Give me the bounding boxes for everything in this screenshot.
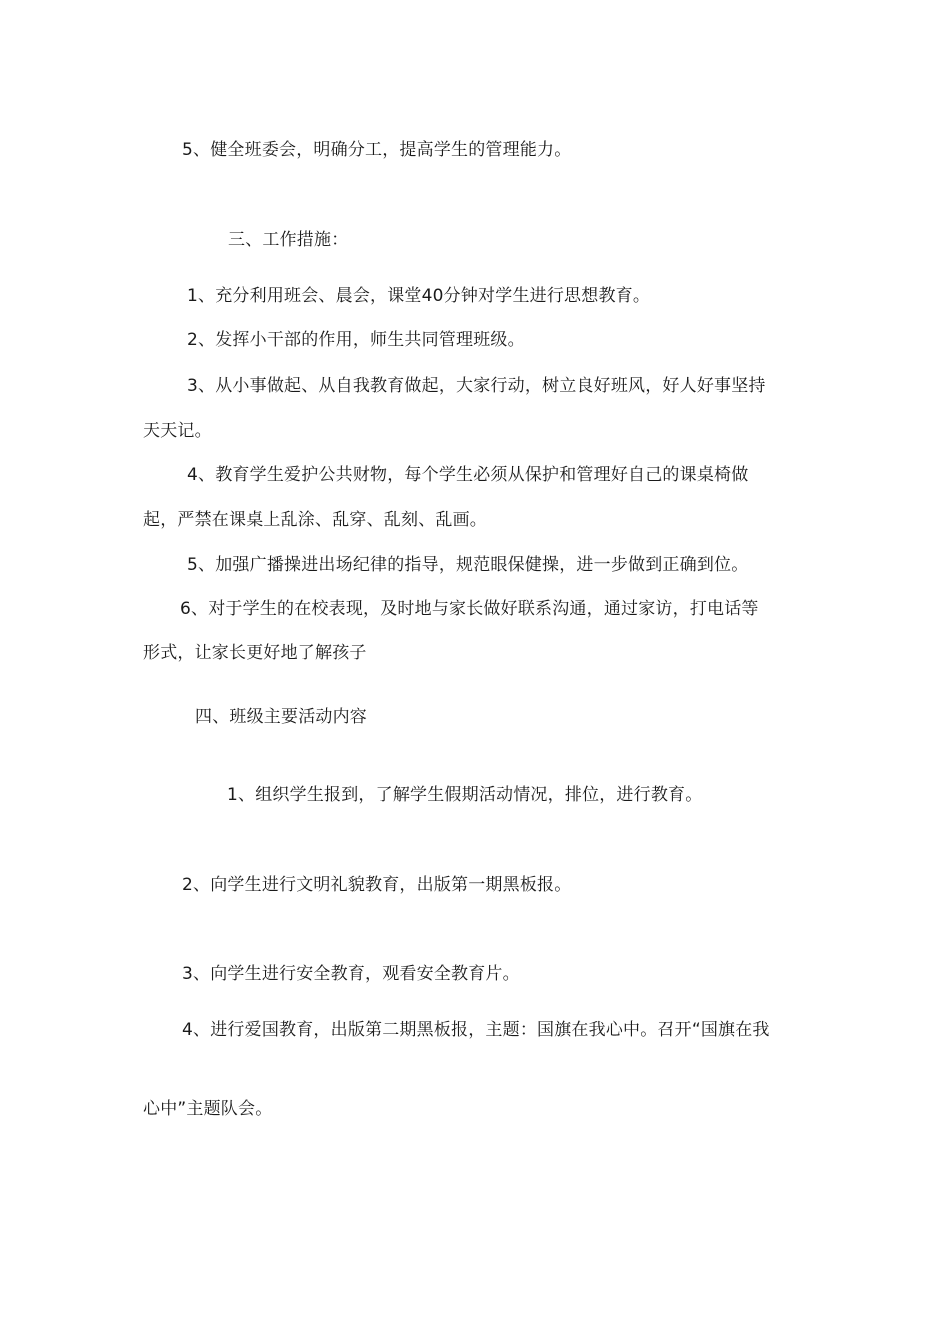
text-line: 6、对于学生的在校表现，及时地与家长做好联系沟通，通过家访，打电话等: [180, 599, 759, 619]
text-line: 3、从小事做起、从自我教育做起，大家行动，树立良好班风，好人好事坚持: [187, 376, 766, 396]
text-line: 心中”主题队会。: [143, 1099, 273, 1119]
text-line: 天天记。: [143, 421, 212, 441]
text-line: 4、教育学生爱护公共财物，每个学生必须从保护和管理好自己的课桌椅做: [187, 465, 749, 485]
text-line: 1、组织学生报到，了解学生假期活动情况，排位，进行教育。: [227, 785, 703, 805]
text-line: 3、向学生进行安全教育，观看安全教育片。: [182, 964, 520, 984]
text-line: 起，严禁在课桌上乱涂、乱穿、乱刻、乱画。: [143, 510, 487, 530]
text-line: 2、向学生进行文明礼貌教育，出版第一期黑板报。: [182, 875, 572, 895]
text-line: 5、健全班委会，明确分工，提高学生的管理能力。: [182, 140, 572, 160]
section-heading: 四、班级主要活动内容: [195, 707, 367, 727]
text-line: 4、进行爱国教育，出版第二期黑板报，主题：国旗在我心中。召开“国旗在我: [182, 1020, 770, 1040]
text-line: 5、加强广播操进出场纪律的指导，规范眼保健操，进一步做到正确到位。: [187, 555, 749, 575]
section-heading: 三、工作措施：: [228, 230, 349, 250]
text-line: 形式，让家长更好地了解孩子: [143, 643, 367, 663]
text-line: 1、充分利用班会、晨会，课堂40分钟对学生进行思想教育。: [187, 286, 651, 306]
text-line: 2、发挥小干部的作用，师生共同管理班级。: [187, 330, 525, 350]
